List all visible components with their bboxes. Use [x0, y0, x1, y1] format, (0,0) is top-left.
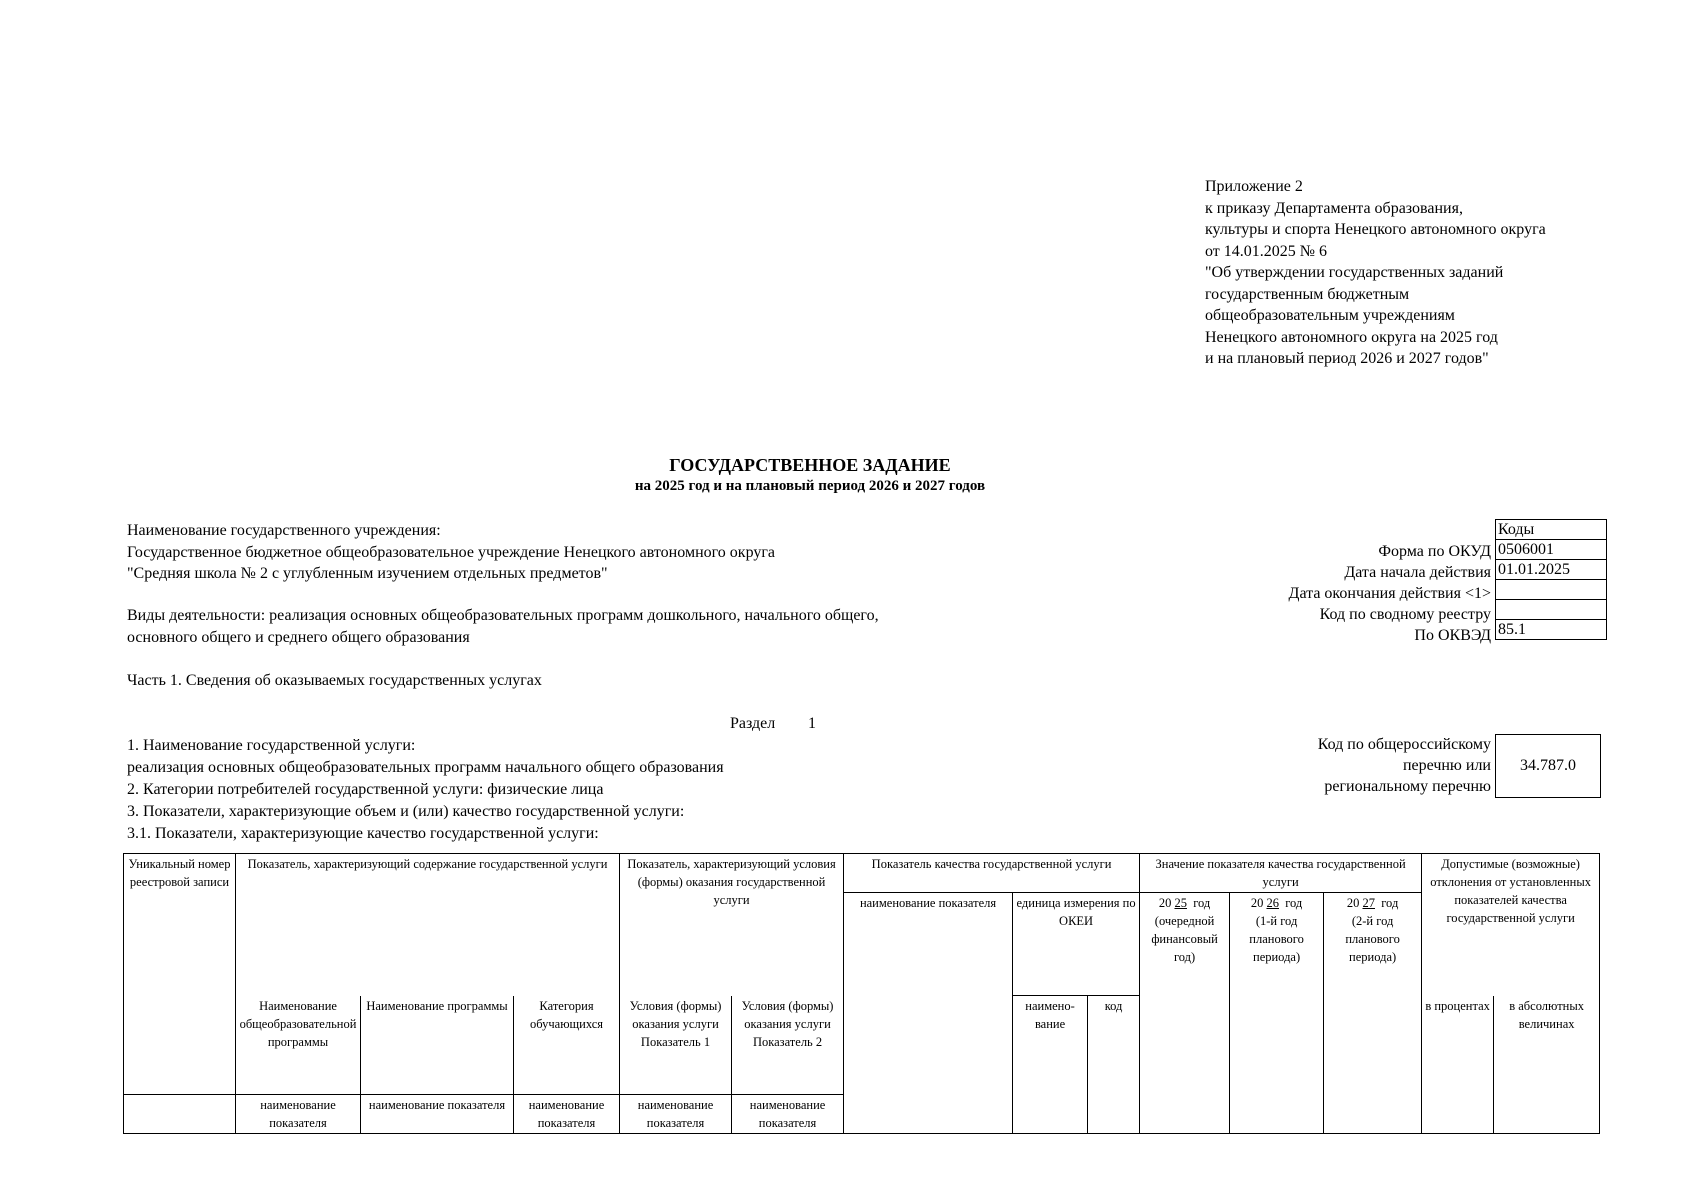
code-end-date-label: Дата окончания действия <1> — [1288, 585, 1491, 602]
indicator-name-label: наименование показателя — [236, 1094, 361, 1133]
header-content-indicator: Показатель, характеризующий содержание государственной услуги — [236, 854, 620, 996]
code-end-date-value — [1496, 580, 1607, 600]
header-conditions-indicator: Показатель, характеризующий условия (формы) оказания государственной услуги — [620, 854, 844, 996]
header-quality-values: Значение показателя качества государственной услуги — [1140, 854, 1422, 893]
institution-label: Наименование государственного учреждения: — [127, 522, 441, 539]
header-program-general: Наименование общеобразовательной программы — [236, 996, 361, 1095]
section-number: 1 — [808, 715, 816, 732]
registry-label-line1: Код по общероссийскому — [1317, 736, 1491, 753]
service-item1-value: реализация основных общеобразовательных программ начального общего образования — [127, 759, 724, 776]
header-program: Наименование программы — [361, 996, 514, 1095]
header-unit-okei: единица измерения по ОКЕИ — [1013, 893, 1140, 996]
registry-label-line3: региональному перечню — [1324, 778, 1491, 795]
appendix-line: и на плановый период 2026 и 2027 годов" — [1205, 350, 1489, 367]
service-item3: 3. Показатели, характеризующие объем и (или) качество государственной услуги: — [127, 803, 685, 820]
registry-code: 34.787.0 — [1520, 757, 1576, 774]
code-start-date-label: Дата начала действия — [1344, 564, 1491, 581]
document-subtitle: на 2025 год и на плановый период 2026 и 2027 годов — [634, 478, 986, 494]
header-indicator-name: наименование показателя — [844, 893, 1013, 1134]
activities-line1: Виды деятельности: реализация основных общеобразовательных программ дошкольного, начального общего, — [127, 607, 879, 624]
header-unique-number: Уникальный номер реестровой записи — [124, 854, 236, 1095]
quality-indicators-table — [123, 853, 1600, 1134]
indicator-name-label: наименование показателя — [514, 1094, 620, 1133]
header-condition-2: Условия (формы) оказания услуги Показатель 2 — [732, 996, 844, 1095]
appendix-line: государственным бюджетным — [1205, 285, 1410, 303]
header-deviation-absolute: в абсолютных величинах — [1494, 996, 1600, 1134]
registry-code-box — [1495, 734, 1601, 798]
header-student-category: Категория обучающихся — [514, 996, 620, 1095]
codes-header: Коды — [1496, 520, 1607, 540]
indicator-name-label: наименование показателя — [361, 1094, 514, 1133]
document-title: ГОСУДАРСТВЕННОЕ ЗАДАНИЕ — [669, 455, 951, 475]
appendix-line: Приложение 2 — [1205, 178, 1303, 195]
appendix-line: к приказу Департамента образования, — [1205, 199, 1463, 217]
appendix-line: общеобразовательным учреждениям — [1205, 307, 1455, 324]
header-quality-indicator: Показатель качества государственной услуги — [844, 854, 1140, 893]
header-year-2025: 20 25 год (очередной финансовый год) — [1140, 893, 1230, 1134]
appendix-line: культуры и спорта Ненецкого автономного округа — [1205, 221, 1546, 238]
header-unit-name: наимено-вание — [1013, 996, 1088, 1134]
institution-name-line2: "Средняя школа № 2 с углубленным изучением отдельных предметов" — [127, 565, 608, 582]
code-okved-label: По ОКВЭД — [1414, 627, 1491, 644]
indicator-name-label: наименование показателя — [620, 1094, 732, 1133]
code-start-date-value: 01.01.2025 — [1496, 560, 1607, 580]
header-deviation-percent: в процентах — [1422, 996, 1494, 1134]
activities-line2: основного общего и среднего общего образования — [127, 629, 470, 646]
code-registry-value — [1496, 600, 1607, 620]
codes-labels — [1289, 541, 1491, 646]
service-item2: 2. Категории потребителей государственной услуги: физические лица — [127, 781, 604, 798]
appendix-line: от 14.01.2025 № 6 — [1205, 242, 1328, 260]
header-unit-code: код — [1088, 996, 1140, 1134]
code-registry-label: Код по сводному реестру — [1319, 606, 1491, 623]
header-condition-1: Условия (формы) оказания услуги Показатель 1 — [620, 996, 732, 1095]
codes-table — [1495, 519, 1607, 640]
part1-heading: Часть 1. Сведения об оказываемых государственных услугах — [127, 672, 542, 689]
blank-cell — [124, 1094, 236, 1133]
appendix-line: Ненецкого автономного округа на 2025 год — [1205, 328, 1498, 346]
appendix-line: "Об утверждении государственных заданий — [1205, 264, 1504, 281]
appendix-block — [1205, 176, 1546, 370]
registry-labels — [1318, 734, 1491, 797]
code-okud-value: 0506001 — [1496, 540, 1607, 560]
header-deviations: Допустимые (возможные) отклонения от установленных показателей качества государственной услуги — [1422, 854, 1600, 996]
header-year-2027: 20 27 год (2-й год планового периода) — [1324, 893, 1422, 1134]
registry-label-line2: перечню или — [1402, 757, 1491, 774]
section-label: Раздел — [730, 715, 776, 732]
header-year-2026: 20 26 год (1-й год планового периода) — [1230, 893, 1324, 1134]
indicator-name-label: наименование показателя — [732, 1094, 844, 1133]
institution-name: Государственное бюджетное общеобразовательное учреждение Ненецкого автономного округа — [127, 544, 776, 561]
code-okud-label: Форма по ОКУД — [1378, 543, 1491, 560]
service-item1-label: 1. Наименование государственной услуги: — [127, 737, 416, 754]
code-okved-value: 85.1 — [1496, 620, 1607, 640]
service-item31: 3.1. Показатели, характеризующие качество государственной услуги: — [127, 825, 599, 842]
